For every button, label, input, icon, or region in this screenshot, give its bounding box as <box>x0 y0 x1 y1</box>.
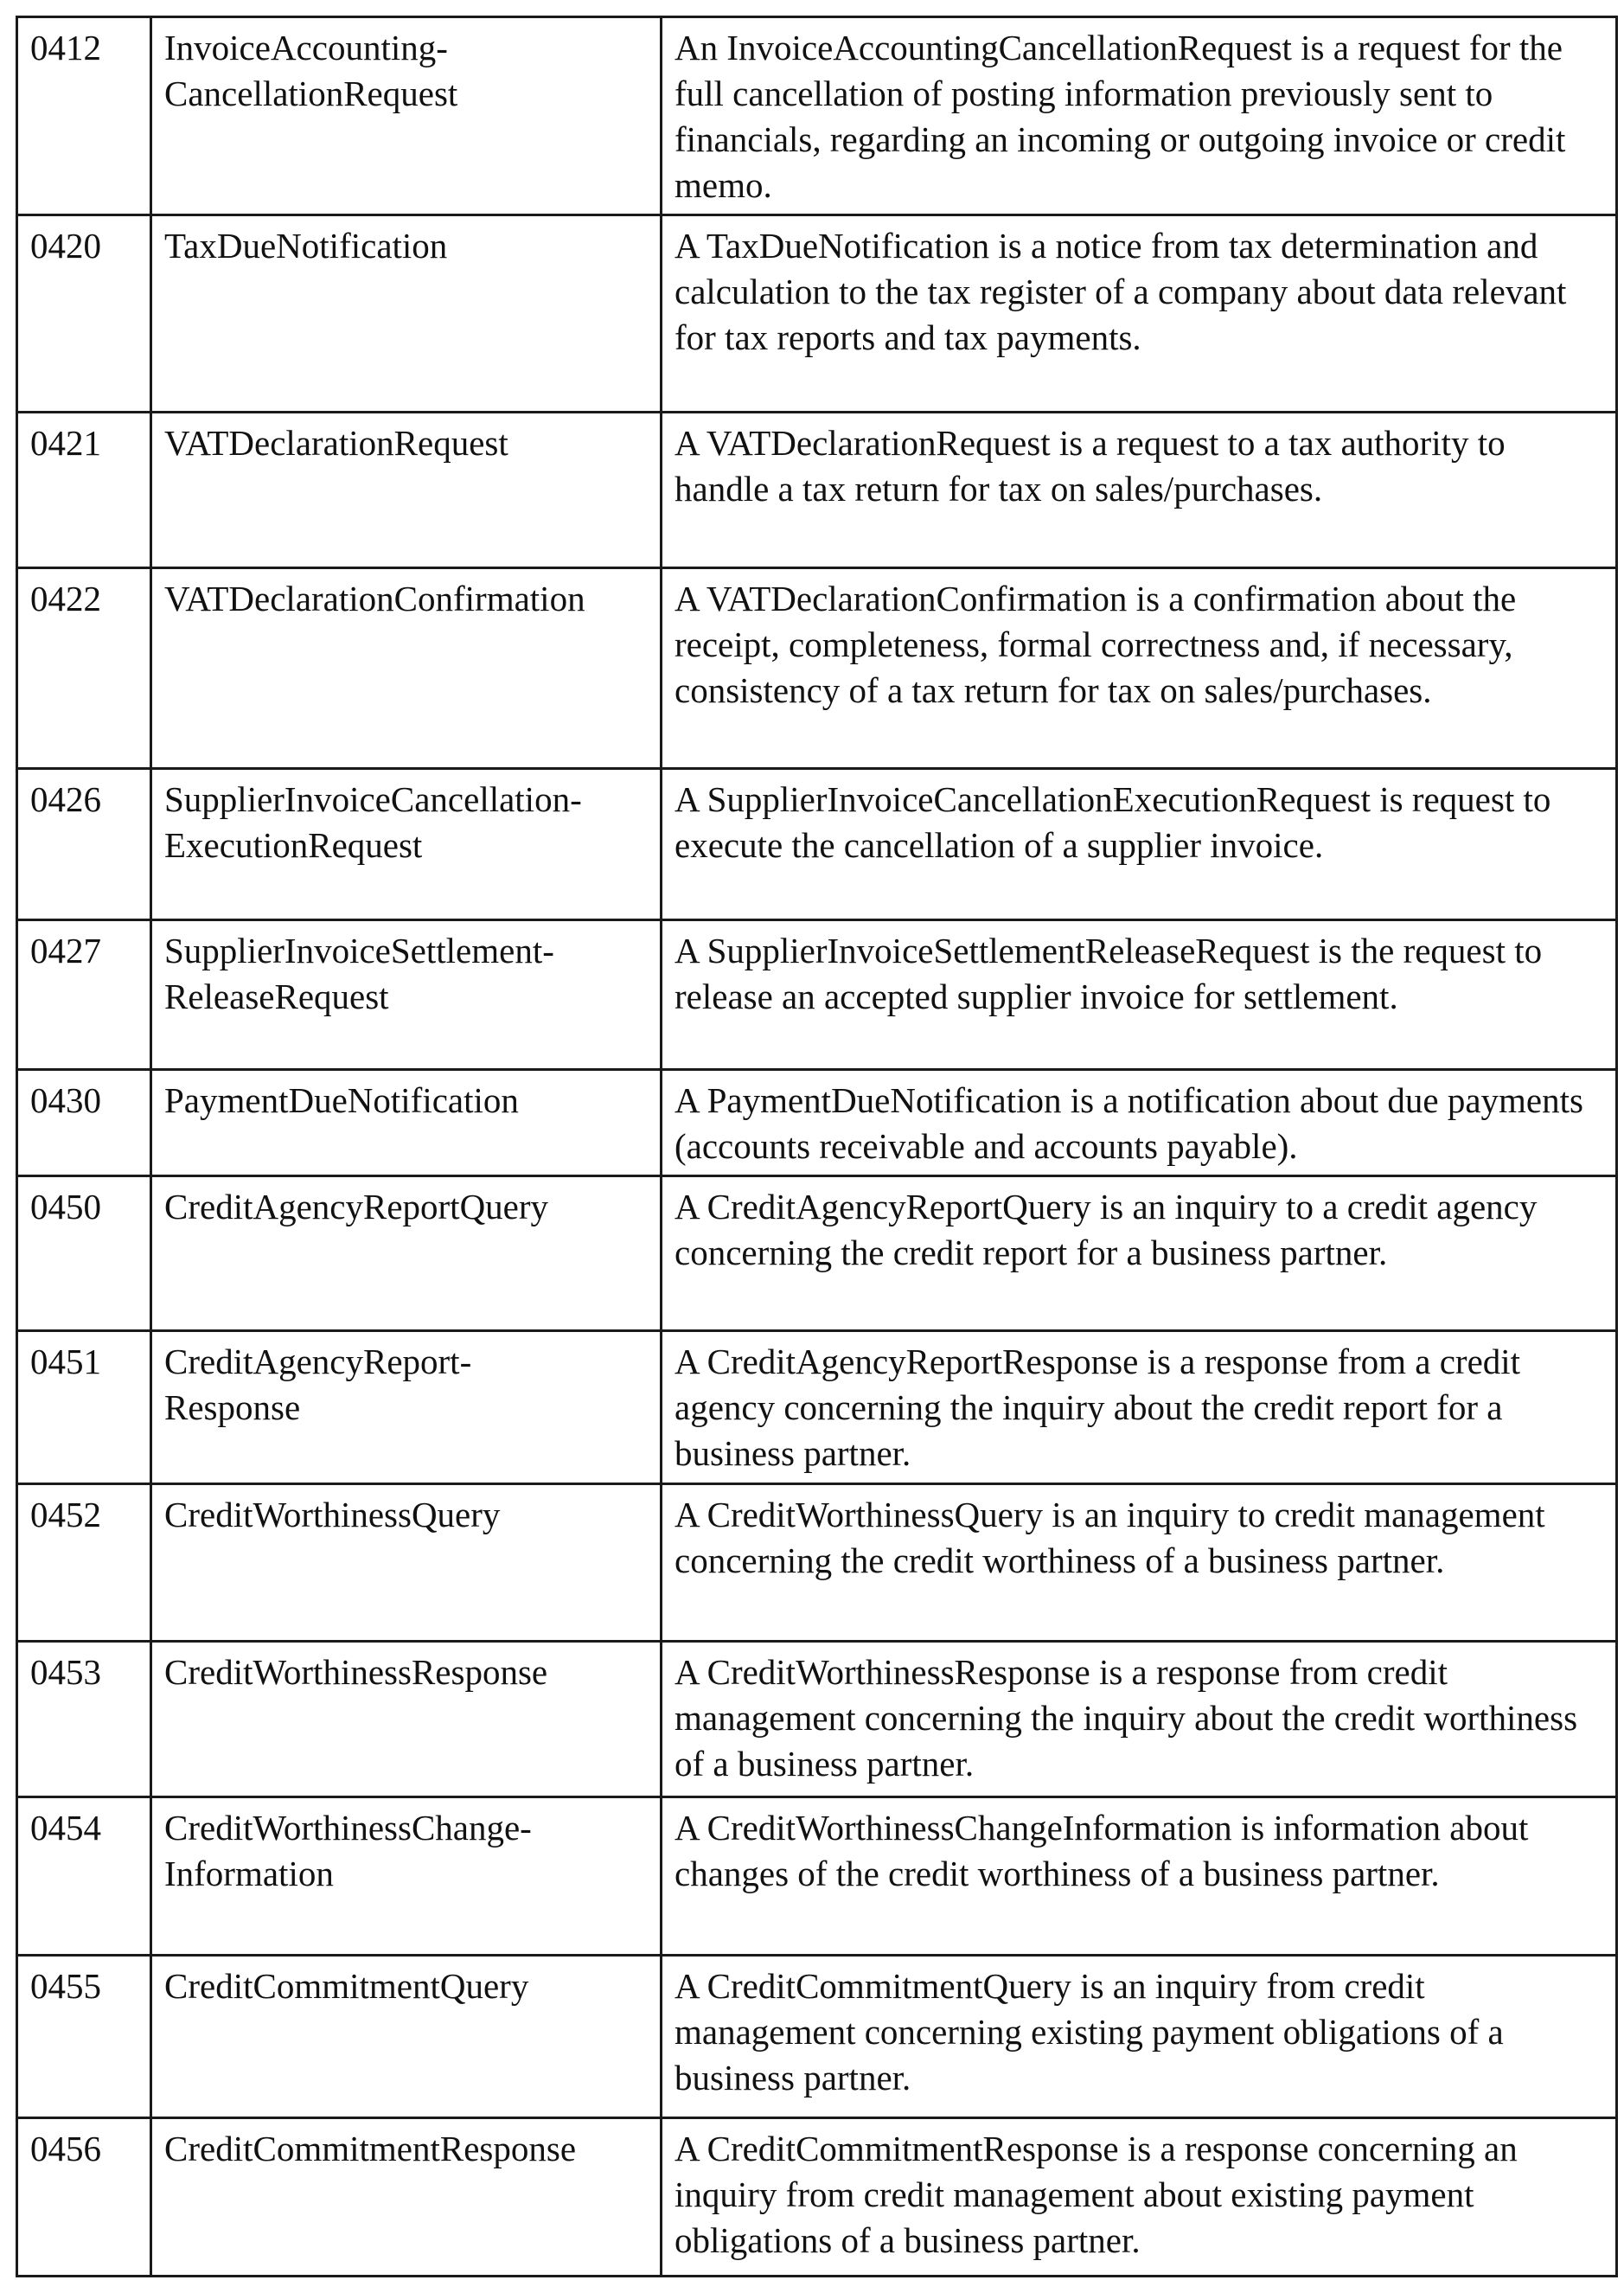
message-number-cell: 0452 <box>17 1484 151 1642</box>
message-name-cell: InvoiceAccounting- CancellationRequest <box>151 17 662 215</box>
message-name-cell: CreditAgencyReport- Response <box>151 1331 662 1484</box>
message-number-cell: 0426 <box>17 769 151 920</box>
table-row <box>17 1956 1617 2118</box>
table-row <box>17 568 1617 769</box>
message-number-cell: 0450 <box>17 1176 151 1331</box>
table-row <box>17 1331 1617 1484</box>
table-row <box>17 1484 1617 1642</box>
message-description-cell: A TaxDueNotification is a notice from tax determination and calculation to the tax register of a company about data relevant for tax reports and tax payments. <box>662 215 1617 413</box>
message-description-cell: A SupplierInvoiceSettlementReleaseRequest is the request to release an accepted supplier invoice for settlement. <box>662 920 1617 1070</box>
table-row <box>17 215 1617 413</box>
message-description-cell: A CreditWorthinessChangeInformation is information about changes of the credit worthiness of a business partner. <box>662 1797 1617 1956</box>
table-row <box>17 413 1617 568</box>
message-name-cell: CreditWorthinessChange- Information <box>151 1797 662 1956</box>
message-number-cell: 0412 <box>17 17 151 215</box>
message-description-cell: A SupplierInvoiceCancellationExecutionRequest is request to execute the cancellation of a supplier invoice. <box>662 769 1617 920</box>
table-row <box>17 1176 1617 1331</box>
message-description-cell: A CreditCommitmentQuery is an inquiry from credit management concerning existing payment obligations of a business partner. <box>662 1956 1617 2118</box>
message-name-cell: CreditWorthinessQuery <box>151 1484 662 1642</box>
message-number-cell: 0453 <box>17 1642 151 1797</box>
message-number-cell: 0430 <box>17 1070 151 1176</box>
message-number-cell: 0451 <box>17 1331 151 1484</box>
table-row <box>17 769 1617 920</box>
table-row <box>17 1070 1617 1176</box>
message-number-cell: 0454 <box>17 1797 151 1956</box>
message-number-cell: 0421 <box>17 413 151 568</box>
message-name-cell: SupplierInvoiceCancellation- ExecutionRequest <box>151 769 662 920</box>
message-description-cell: A CreditCommitmentResponse is a response concerning an inquiry from credit management about existing payment obligations of a business partner. <box>662 2118 1617 2277</box>
message-description-cell: A CreditAgencyReportQuery is an inquiry to a credit agency concerning the credit report for a business partner. <box>662 1176 1617 1331</box>
message-number-cell: 0456 <box>17 2118 151 2277</box>
message-number-cell: 0422 <box>17 568 151 769</box>
message-description-cell: A VATDeclarationRequest is a request to a tax authority to handle a tax return for tax on sales/purchases. <box>662 413 1617 568</box>
message-description-cell: A PaymentDueNotification is a notification about due payments (accounts receivable and accounts payable). <box>662 1070 1617 1176</box>
table-row <box>17 1642 1617 1797</box>
message-name-cell: TaxDueNotification <box>151 215 662 413</box>
message-number-cell: 0427 <box>17 920 151 1070</box>
message-description-cell: A VATDeclarationConfirmation is a confirmation about the receipt, completeness, formal correctness and, if necessary, consistency of a tax return for tax on sales/purchases. <box>662 568 1617 769</box>
message-number-cell: 0455 <box>17 1956 151 2118</box>
table-row <box>17 17 1617 215</box>
message-name-cell: CreditWorthinessResponse <box>151 1642 662 1797</box>
message-name-cell: CreditAgencyReportQuery <box>151 1176 662 1331</box>
table-row <box>17 920 1617 1070</box>
message-name-cell: VATDeclarationRequest <box>151 413 662 568</box>
message-type-table <box>16 16 1618 2277</box>
message-name-cell: CreditCommitmentQuery <box>151 1956 662 2118</box>
message-name-cell: SupplierInvoiceSettlement- ReleaseRequest <box>151 920 662 1070</box>
message-name-cell: PaymentDueNotification <box>151 1070 662 1176</box>
document-page <box>16 16 1615 2277</box>
message-description-cell: A CreditWorthinessResponse is a response from credit management concerning the inquiry about the credit worthiness of a business partner. <box>662 1642 1617 1797</box>
message-name-cell: CreditCommitmentResponse <box>151 2118 662 2277</box>
table-row <box>17 2118 1617 2277</box>
message-description-cell: A CreditWorthinessQuery is an inquiry to credit management concerning the credit worthiness of a business partner. <box>662 1484 1617 1642</box>
table-body <box>17 17 1617 2277</box>
message-name-cell: VATDeclarationConfirmation <box>151 568 662 769</box>
table-row <box>17 1797 1617 1956</box>
message-description-cell: A CreditAgencyReportResponse is a response from a credit agency concerning the inquiry about the credit report for a business partner. <box>662 1331 1617 1484</box>
message-description-cell: An InvoiceAccountingCancellationRequest is a request for the full cancellation of posting information previously sent to financials, regarding an incoming or outgoing invoice or credit memo. <box>662 17 1617 215</box>
message-number-cell: 0420 <box>17 215 151 413</box>
